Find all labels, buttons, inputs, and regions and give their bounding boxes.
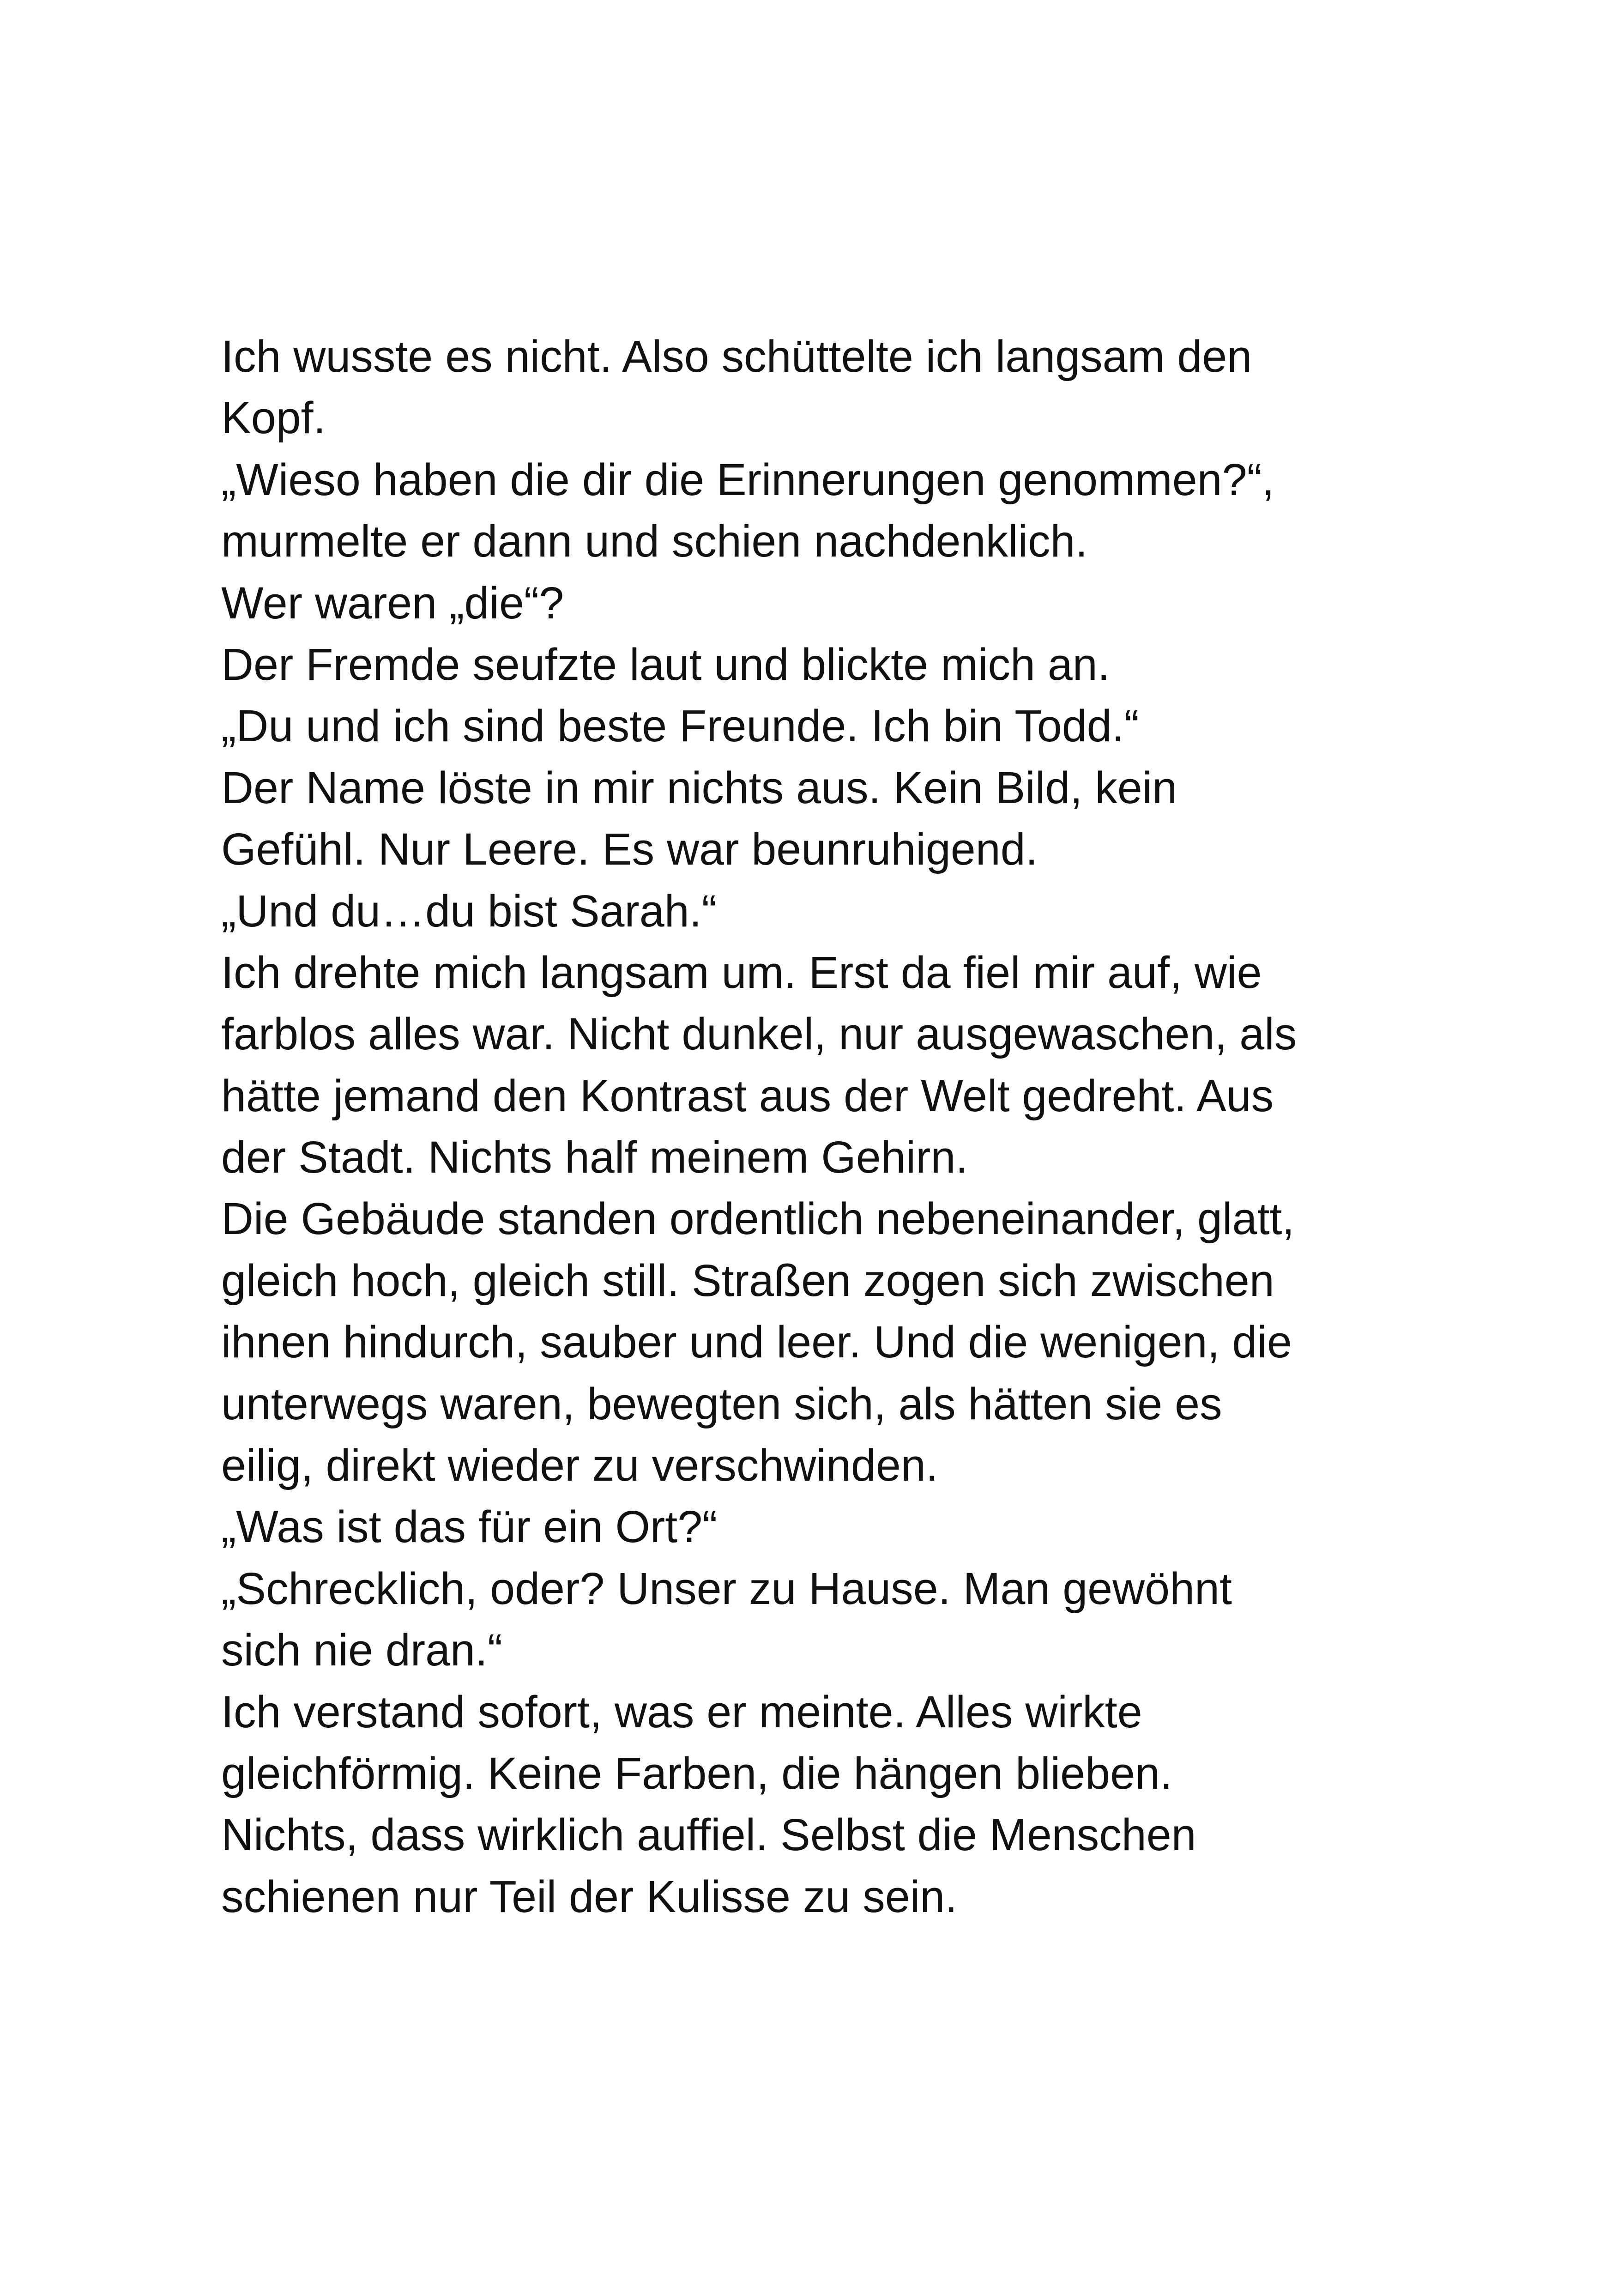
text-line: „Wieso haben die dir die Erinnerungen genommen?“, <box>221 454 1274 505</box>
text-line: Ich wusste es nicht. Also schüttelte ich langsam den <box>221 331 1252 381</box>
text-line: Gefühl. Nur Leere. Es war beunruhigend. <box>221 824 1038 875</box>
body-text <box>221 326 1431 1927</box>
text-line: „Schrecklich, oder? Unser zu Hause. Man gewöhnt <box>221 1563 1232 1614</box>
text-line: Kopf. <box>221 393 326 443</box>
text-line: Der Fremde seufzte laut und blickte mich an. <box>221 639 1110 690</box>
text-line: Ich verstand sofort, was er meinte. Alles wirkte <box>221 1686 1142 1737</box>
text-line: Ich drehte mich langsam um. Erst da fiel mir auf, wie <box>221 947 1262 998</box>
text-line: gleich hoch, gleich still. Straßen zogen sich zwischen <box>221 1255 1274 1306</box>
text-line: Nichts, dass wirklich auffiel. Selbst die Menschen <box>221 1810 1196 1860</box>
text-line: Wer waren „die“? <box>221 577 564 628</box>
text-line: „Du und ich sind beste Freunde. Ich bin Todd.“ <box>221 701 1139 751</box>
text-line: „Was ist das für ein Ort?“ <box>221 1501 718 1552</box>
text-line: schienen nur Teil der Kulisse zu sein. <box>221 1871 958 1922</box>
text-line: Der Name löste in mir nichts aus. Kein Bild, kein <box>221 762 1177 813</box>
text-line: farblos alles war. Nicht dunkel, nur ausgewaschen, als <box>221 1009 1297 1059</box>
text-line: gleichförmig. Keine Farben, die hängen blieben. <box>221 1748 1172 1798</box>
text-line: hätte jemand den Kontrast aus der Welt gedreht. Aus <box>221 1070 1274 1121</box>
text-line: sich nie dran.“ <box>221 1625 503 1676</box>
text-line: eilig, direkt wieder zu verschwinden. <box>221 1440 938 1491</box>
text-line: murmelte er dann und schien nachdenklich. <box>221 516 1088 567</box>
text-line: der Stadt. Nichts half meinem Gehirn. <box>221 1132 968 1183</box>
text-line: „Und du…du bist Sarah.“ <box>221 885 717 936</box>
text-line: unterwegs waren, bewegten sich, als hätten sie es <box>221 1378 1222 1429</box>
text-line: ihnen hindurch, sauber und leer. Und die wenigen, die <box>221 1317 1292 1368</box>
text-line: Die Gebäude standen ordentlich nebeneinander, glatt, <box>221 1193 1295 1244</box>
